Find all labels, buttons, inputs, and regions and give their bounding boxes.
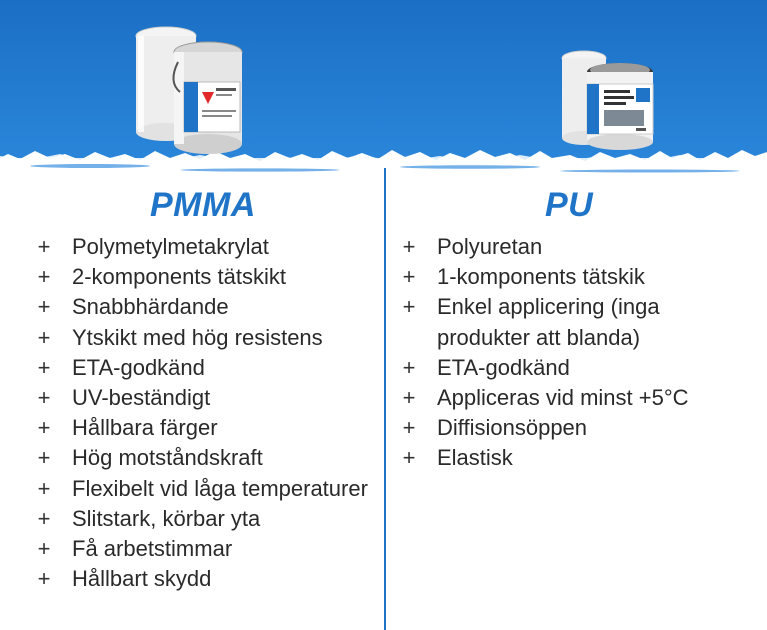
feature-label: Få arbetstimmar	[72, 536, 233, 562]
plus-icon: +	[402, 354, 416, 380]
feature-item	[34, 262, 368, 292]
feature-item	[34, 534, 368, 564]
feature-item	[399, 443, 699, 473]
feature-item	[399, 232, 699, 262]
feature-label: Polyuretan	[437, 234, 543, 259]
plus-icon: +	[402, 385, 416, 411]
feature-label: Hållbara färger	[72, 415, 218, 441]
pmma-title: PMMA	[150, 186, 256, 224]
feature-item	[34, 353, 368, 383]
plus-icon: +	[402, 264, 416, 290]
feature-label: Appliceras vid minst +5°C	[437, 385, 689, 411]
plus-icon: +	[402, 415, 416, 441]
plus-icon: +	[37, 294, 51, 320]
feature-label: Elastisk	[437, 445, 513, 471]
feature-label: Ytskikt med hög resistens	[72, 324, 323, 350]
plus-icon: +	[37, 385, 51, 411]
pu-can-roll-icon	[556, 48, 666, 158]
plus-icon: +	[37, 536, 51, 562]
feature-item	[399, 292, 699, 352]
feature-item	[34, 504, 368, 534]
feature-item	[34, 232, 368, 262]
plus-icon: +	[37, 475, 51, 501]
feature-item	[34, 474, 368, 504]
feature-label: 2-komponents tätskikt	[72, 264, 286, 290]
pu-title: PU	[545, 186, 594, 224]
plus-icon: +	[402, 234, 416, 259]
plus-icon: +	[402, 294, 416, 320]
plus-icon: +	[37, 445, 51, 471]
plus-icon: +	[37, 234, 51, 259]
feature-label: UV-beständigt	[72, 385, 211, 411]
plus-icon: +	[402, 445, 416, 471]
feature-label: Enkel applicering (inga produkter att blanda)	[437, 294, 660, 350]
feature-label: Flexibelt vid låga temperaturer	[72, 475, 368, 501]
feature-item	[34, 323, 368, 353]
feature-item	[399, 353, 699, 383]
feature-item	[399, 413, 699, 443]
feature-label: Snabbhärdande	[72, 294, 229, 320]
feature-item	[34, 443, 368, 473]
plus-icon: +	[37, 415, 51, 441]
feature-label: Slitstark, körbar yta	[72, 505, 261, 531]
pmma-bucket-roll-icon	[128, 22, 248, 162]
plus-icon: +	[37, 505, 51, 531]
feature-label: Diffisionsöppen	[437, 415, 588, 441]
feature-label: ETA-godkänd	[437, 354, 570, 380]
feature-item	[399, 262, 699, 292]
feature-label: ETA-godkänd	[72, 354, 205, 380]
pmma-feature-list	[34, 232, 368, 594]
feature-label: Hållbart skydd	[72, 566, 212, 592]
feature-item	[34, 564, 368, 594]
feature-label: Hög motståndskraft	[72, 445, 263, 471]
plus-icon: +	[37, 324, 51, 350]
feature-label: 1-komponents tätskik	[437, 264, 645, 290]
plus-icon: +	[37, 566, 51, 592]
feature-item	[34, 413, 368, 443]
pu-feature-list	[399, 232, 699, 474]
plus-icon: +	[37, 264, 51, 290]
plus-icon: +	[37, 354, 51, 380]
feature-item	[34, 292, 368, 322]
feature-item	[34, 383, 368, 413]
feature-label: Polymetylmetakrylat	[72, 234, 269, 259]
feature-item	[399, 383, 699, 413]
column-divider	[384, 168, 386, 630]
